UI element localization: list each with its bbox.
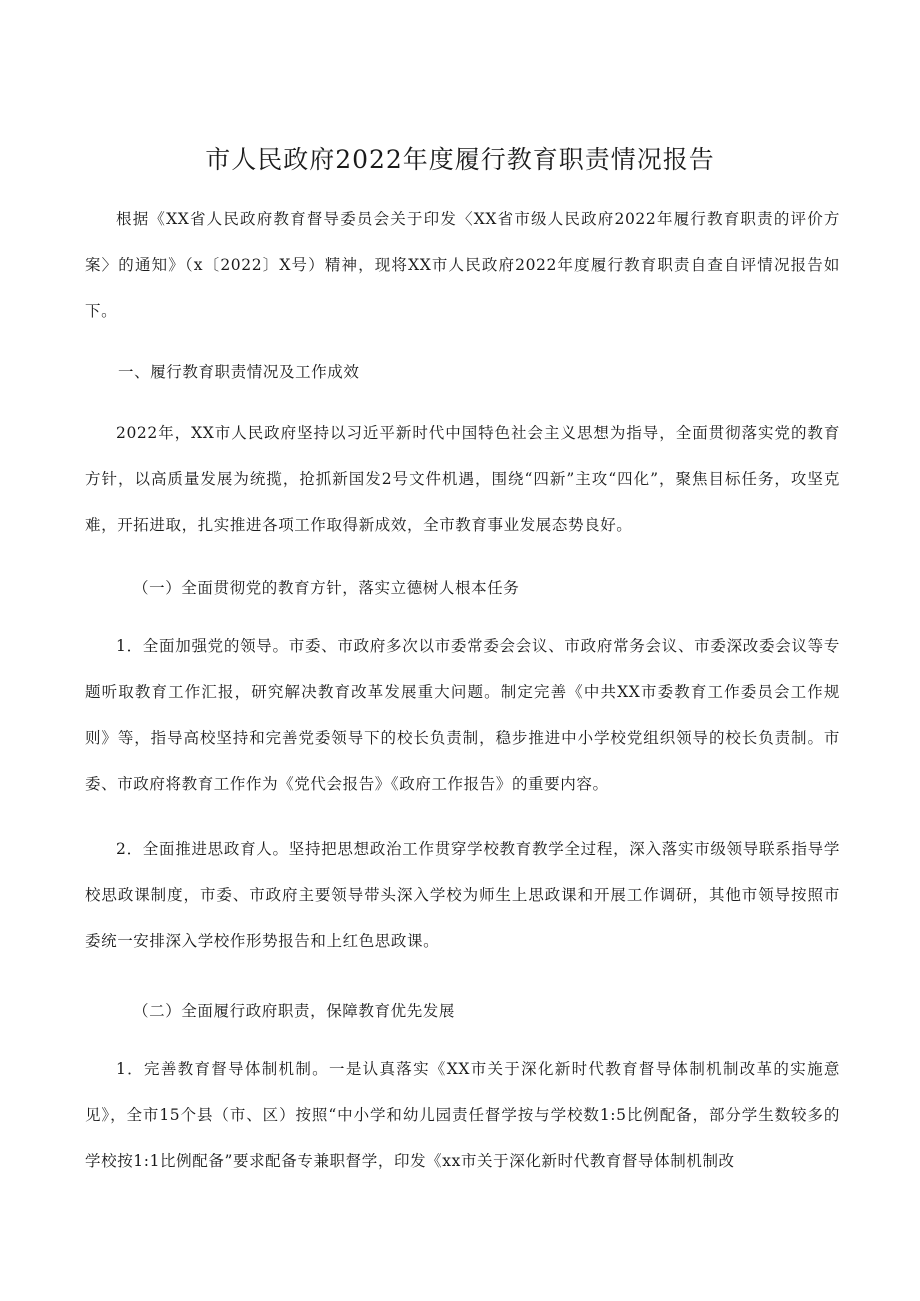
section-heading-1: 一、履行教育职责情况及工作成效: [118, 363, 360, 381]
item-1-2-paragraph: 2．全面推进思政育人。坚持把思想政治工作贯穿学校教育教学全过程，深入落实市级领导联系指导学校思政课制度，市委、市政府主要领导带头深入学校为师生上思政课和开展工作调研，其他市领导按照市委统一安排深入学校作形势报告和上红色思政课。: [85, 840, 840, 950]
intro-paragraph: 根据《XX省人民政府教育督导委员会关于印发〈XX省市级人民政府2022年履行教育职责的评价方案〉的通知》（x〔2022〕X号）精神，现将XX市人民政府2022年度履行教育职责自查自评情况报告如下。: [85, 210, 840, 320]
subsection-heading-2: （二）全面履行政府职责，保障教育优先发展: [133, 1002, 456, 1020]
subsection-heading-1: （一）全面贯彻党的教育方针，落实立德树人根本任务: [133, 579, 520, 597]
section1-paragraph: 2022年，XX市人民政府坚持以习近平新时代中国特色社会主义思想为指导，全面贯彻落实党的教育方针，以高质量发展为统揽，抢抓新国发2号文件机遇，围绕“四新”主攻“四化”，聚焦目标任务，攻坚克难，开拓进取，扎实推进各项工作取得新成效，全市教育事业发展态势良好。: [85, 424, 840, 534]
document-title: 市人民政府2022年度履行教育职责情况报告: [205, 145, 715, 174]
item-1-1-paragraph: 1．全面加强党的领导。市委、市政府多次以市委常委会会议、市政府常务会议、市委深改委会议等专题听取教育工作汇报，研究解决教育改革发展重大问题。制定完善《中共XX市委教育工作委员会工作规则》等，指导高校坚持和完善党委领导下的校长负责制，稳步推进中小学校党组织领导的校长负责制。市委、市政府将教育工作作为《党代会报告》《政府工作报告》的重要内容。: [85, 637, 840, 793]
item-2-1-paragraph: 1．完善教育督导体制机制。一是认真落实《XX市关于深化新时代教育督导体制机制改革的实施意见》，全市15个县（市、区）按照“中小学和幼儿园责任督学按与学校数1:5比例配备，部分学生数较多的学校按1:1比例配备”要求配备专兼职督学，印发《xx市关于深化新时代教育督导体制机制改: [85, 1060, 840, 1170]
